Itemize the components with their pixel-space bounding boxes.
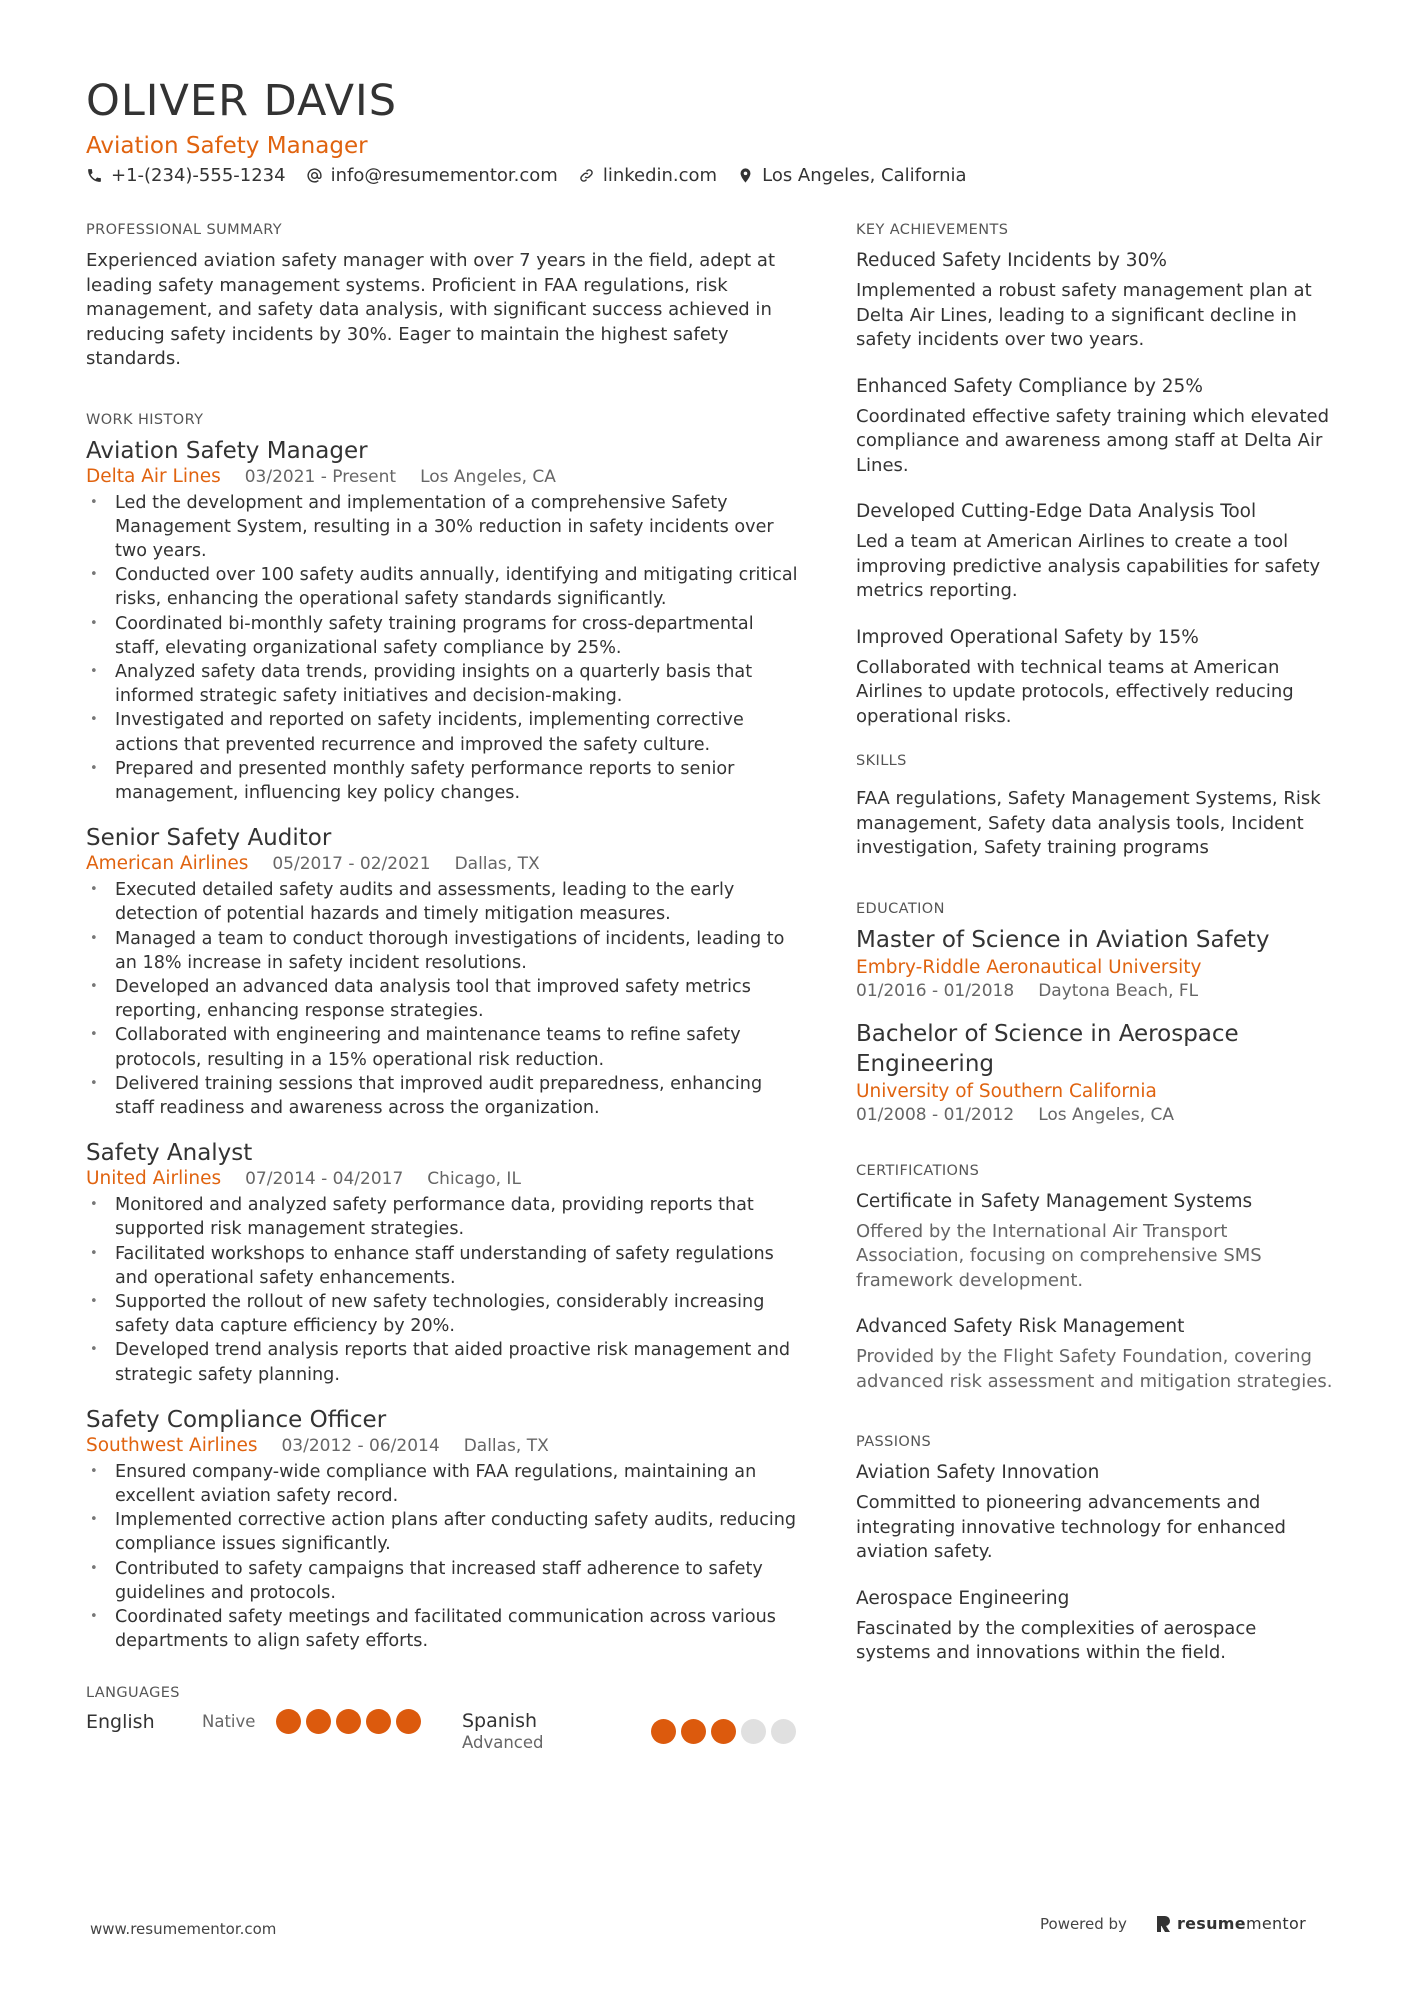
job-dates: 05/2017 - 02/2021 (272, 854, 431, 875)
rating-dot-empty (771, 1719, 796, 1744)
achievement-text: Collaborated with technical teams at American Airlines to update protocols, effectively reducing operational risks. (856, 656, 1294, 727)
work-section (86, 412, 802, 1654)
footer-website[interactable]: www.resumementor.com (90, 1920, 277, 1938)
left-column (86, 222, 802, 1752)
job-bullets (86, 1460, 802, 1654)
languages-section (86, 1685, 802, 1752)
education-location: Los Angeles, CA (1038, 1104, 1175, 1125)
job-entry (86, 1405, 802, 1654)
job-bullets (86, 878, 802, 1120)
rating-dot-filled (396, 1709, 421, 1734)
contact-location (737, 165, 966, 186)
language-name: Spanish (462, 1710, 538, 1733)
job-bullet: • Collaborated with engineering and maintenance teams to refine safety protocols, resulting in a 15% operational risk reduction. (86, 1023, 802, 1071)
job-bullet: • Coordinated safety meetings and facilitated communication across various departments to align safety efforts. (86, 1605, 802, 1653)
certification-text: Provided by the Flight Safety Foundation, covering advanced risk assessment and mitigation strategies. (856, 1346, 1333, 1392)
contact-linkedin[interactable] (578, 165, 717, 186)
phone-icon (86, 167, 103, 184)
rating-dot-filled (306, 1709, 331, 1734)
job-meta (86, 853, 802, 874)
rating-dot-filled (681, 1719, 706, 1744)
brand-bold: resume (1176, 1914, 1246, 1933)
language-item (86, 1709, 462, 1734)
job-company: Southwest Airlines (86, 1434, 258, 1456)
brand-rest: mentor (1245, 1914, 1306, 1933)
certification-text: Offered by the International Air Transport Association, focusing on comprehensive SMS framework development. (856, 1220, 1262, 1291)
job-dates: 03/2021 - Present (244, 466, 397, 487)
job-bullet: • Contributed to safety campaigns that increased staff adherence to safety guidelines and protocols. (86, 1557, 802, 1605)
language-rating (651, 1719, 796, 1744)
brand-text (1177, 1914, 1306, 1933)
education-section (856, 901, 1334, 1125)
job-bullet: • Coordinated bi-monthly safety training programs for cross-departmental staff, elevating organizational safety compliance by 25%. (86, 612, 802, 660)
certification-item (856, 1189, 1334, 1294)
job-bullets (86, 1193, 802, 1387)
job-bullet: • Analyzed safety data trends, providing insights on a quarterly basis that informed strategic safety initiatives and decision-making. (86, 660, 802, 708)
job-company: United Airlines (86, 1168, 222, 1190)
skills-text: FAA regulations, Safety Management Systems, Risk management, Safety data analysis tools, Incident investigation, Safety training programs (856, 788, 1321, 858)
candidate-title: Aviation Safety Manager (86, 133, 368, 159)
job-bullet: • Implemented corrective action plans after conducting safety audits, reducing compliance issues significantly. (86, 1508, 802, 1556)
job-bullet: • Monitored and analyzed safety performance data, providing reports that supported risk management strategies. (86, 1193, 802, 1241)
language-label-group (462, 1709, 651, 1752)
achievement-text: Led a team at American Airlines to create a tool improving predictive analysis capabilities for safety metrics reporting. (856, 531, 1321, 601)
job-bullet: • Executed detailed safety audits and assessments, leading to the early detection of potential hazards and timely mitigation measures. (86, 878, 802, 926)
education-location: Daytona Beach, FL (1038, 980, 1199, 1001)
certifications-section (856, 1163, 1334, 1395)
linkedin-text[interactable]: linkedin.com (602, 165, 718, 186)
job-bullet: • Led the development and implementation of a comprehensive Safety Management System, resulting in a 30% reduction in safety incidents over two years. (86, 491, 802, 564)
passion-title: Aerospace Engineering (856, 1587, 1070, 1609)
job-meta (86, 466, 802, 487)
job-dates: 03/2012 - 06/2014 (281, 1435, 440, 1456)
education-item (856, 1019, 1334, 1125)
contact-phone (86, 165, 286, 186)
passions-section (856, 1434, 1334, 1666)
achievements-section (856, 222, 1334, 729)
job-company: Delta Air Lines (86, 465, 221, 487)
contact-email[interactable] (306, 165, 558, 186)
job-dates: 07/2014 - 04/2017 (245, 1169, 404, 1190)
location-text: Los Angeles, California (762, 165, 967, 186)
job-bullet: • Conducted over 100 safety audits annually, identifying and mitigating critical risks, enhancing the operational safety standards significantly. (86, 563, 802, 611)
education-meta (856, 1105, 1334, 1125)
job-bullets (86, 491, 802, 806)
at-icon (306, 167, 323, 184)
language-name: English (86, 1710, 155, 1733)
passion-text: Committed to pioneering advancements and integrating innovative technology for enhanced aviation safety. (856, 1492, 1286, 1562)
rating-dot-filled (711, 1719, 736, 1744)
job-location: Dallas, TX (454, 854, 540, 875)
achievement-text: Implemented a robust safety management plan at Delta Air Lines, leading to a significant decline in safety incidents over two years. (856, 280, 1312, 350)
job-bullet: • Developed an advanced data analysis tool that improved safety metrics reporting, enhancing response strategies. (86, 975, 802, 1023)
achievement-item (856, 625, 1334, 730)
job-meta (86, 1435, 802, 1456)
certification-title: Certificate in Safety Management Systems (856, 1190, 1253, 1212)
certification-title: Advanced Safety Risk Management (856, 1316, 1185, 1337)
languages-row (86, 1709, 802, 1752)
footer-powered (1040, 1914, 1306, 1933)
job-bullet: • Ensured company-wide compliance with FAA regulations, maintaining an excellent aviation safety record. (86, 1460, 802, 1508)
summary-heading: PROFESSIONAL SUMMARY (86, 222, 283, 238)
skills-section (856, 753, 1334, 861)
certification-item (856, 1314, 1334, 1394)
skills-heading: SKILLS (856, 753, 907, 769)
job-bullet: • Investigated and reported on safety incidents, implementing corrective actions that prevented recurrence and improved the safety culture. (86, 708, 802, 756)
link-icon (578, 167, 595, 184)
rating-dot-filled (366, 1709, 391, 1734)
contact-bar (86, 165, 967, 186)
job-bullet: • Delivered training sessions that improved audit preparedness, enhancing staff readiness and awareness across the organization. (86, 1072, 802, 1120)
summary-section (86, 222, 802, 372)
job-title: Safety Analyst (86, 1140, 253, 1167)
work-heading: WORK HISTORY (86, 411, 204, 428)
achievement-item (856, 248, 1334, 353)
education-dates: 01/2008 - 01/2012 (856, 1104, 1015, 1125)
job-entry (86, 436, 802, 806)
rating-dot-filled (651, 1719, 676, 1744)
job-title: Senior Safety Auditor (86, 825, 332, 852)
candidate-name: OLIVER DAVIS (86, 76, 398, 126)
job-title: Aviation Safety Manager (86, 437, 368, 464)
achievement-title: Developed Cutting-Edge Data Analysis Tool (856, 501, 1257, 522)
passion-text: Fascinated by the complexities of aerospace systems and innovations within the field. (856, 1617, 1257, 1663)
rating-dot-filled (276, 1709, 301, 1734)
language-level: Native (202, 1712, 256, 1732)
achievement-item (856, 499, 1334, 604)
education-degree: Master of Science in Aviation Safety (856, 926, 1270, 953)
rating-dot-filled (336, 1709, 361, 1734)
education-dates: 01/2016 - 01/2018 (856, 980, 1015, 1001)
education-degree: Bachelor of Science in Aerospace Engineering (856, 1020, 1239, 1077)
job-entry (86, 1138, 802, 1387)
job-bullet: • Managed a team to conduct thorough investigations of incidents, leading to an 18% increase in safety incident resolutions. (86, 927, 802, 975)
job-meta (86, 1168, 802, 1189)
achievement-text: Coordinated effective safety training which elevated compliance and awareness among staff at Delta Air Lines. (856, 405, 1330, 476)
achievement-item (856, 374, 1334, 479)
job-title: Safety Compliance Officer (86, 1406, 387, 1433)
education-meta (856, 981, 1334, 1001)
job-entry (86, 823, 802, 1120)
rating-dot-empty (741, 1719, 766, 1744)
passion-item (856, 1586, 1334, 1666)
achievement-title: Reduced Safety Incidents by 30% (856, 250, 1167, 271)
phone-text: +1-(234)-555-1234 (111, 165, 286, 186)
education-school: Embry-Riddle Aeronautical University (856, 956, 1202, 978)
job-bullet: • Supported the rollout of new safety technologies, considerably increasing safety data capture efficiency by 20%. (86, 1290, 802, 1338)
job-location: Dallas, TX (463, 1435, 549, 1456)
passion-title: Aviation Safety Innovation (856, 1462, 1100, 1483)
education-item (856, 925, 1334, 1001)
language-item (462, 1709, 796, 1752)
education-heading: EDUCATION (856, 900, 945, 917)
job-bullet: • Developed trend analysis reports that aided proactive risk management and strategic safety planning. (86, 1338, 802, 1386)
education-school: University of Southern California (856, 1080, 1157, 1102)
language-level: Advanced (462, 1733, 544, 1753)
summary-text: Experienced aviation safety manager with over 7 years in the field, adept at leading safety management systems. Proficient in FAA regulations, risk management, and safety data analysis, with significant success achieved in reducing safety incidents by 30%. Eager to maintain the highest safety standards. (86, 250, 776, 369)
job-company: American Airlines (86, 853, 249, 875)
language-rating (276, 1709, 421, 1734)
brand-logo[interactable] (1155, 1914, 1306, 1933)
email-text[interactable]: info@resumementor.com (330, 165, 558, 186)
passion-item (856, 1460, 1334, 1565)
achievement-title: Enhanced Safety Compliance by 25% (856, 375, 1203, 397)
certifications-heading: CERTIFICATIONS (856, 1162, 980, 1179)
job-bullet: • Prepared and presented monthly safety performance reports to senior management, influencing key policy changes. (86, 757, 802, 805)
passions-heading: PASSIONS (856, 1434, 932, 1450)
achievements-heading: KEY ACHIEVEMENTS (856, 222, 1009, 238)
achievement-title: Improved Operational Safety by 15% (856, 626, 1199, 648)
powered-by-text: Powered by (1040, 1914, 1127, 1933)
right-column (856, 222, 1334, 1687)
languages-heading: LANGUAGES (86, 1685, 180, 1702)
resumementor-logo-icon (1155, 1915, 1171, 1933)
job-location: Chicago, IL (427, 1169, 521, 1190)
location-pin-icon (737, 167, 754, 184)
job-location: Los Angeles, CA (420, 466, 556, 487)
job-bullet: • Facilitated workshops to enhance staff understanding of safety regulations and operational safety enhancements. (86, 1242, 802, 1290)
